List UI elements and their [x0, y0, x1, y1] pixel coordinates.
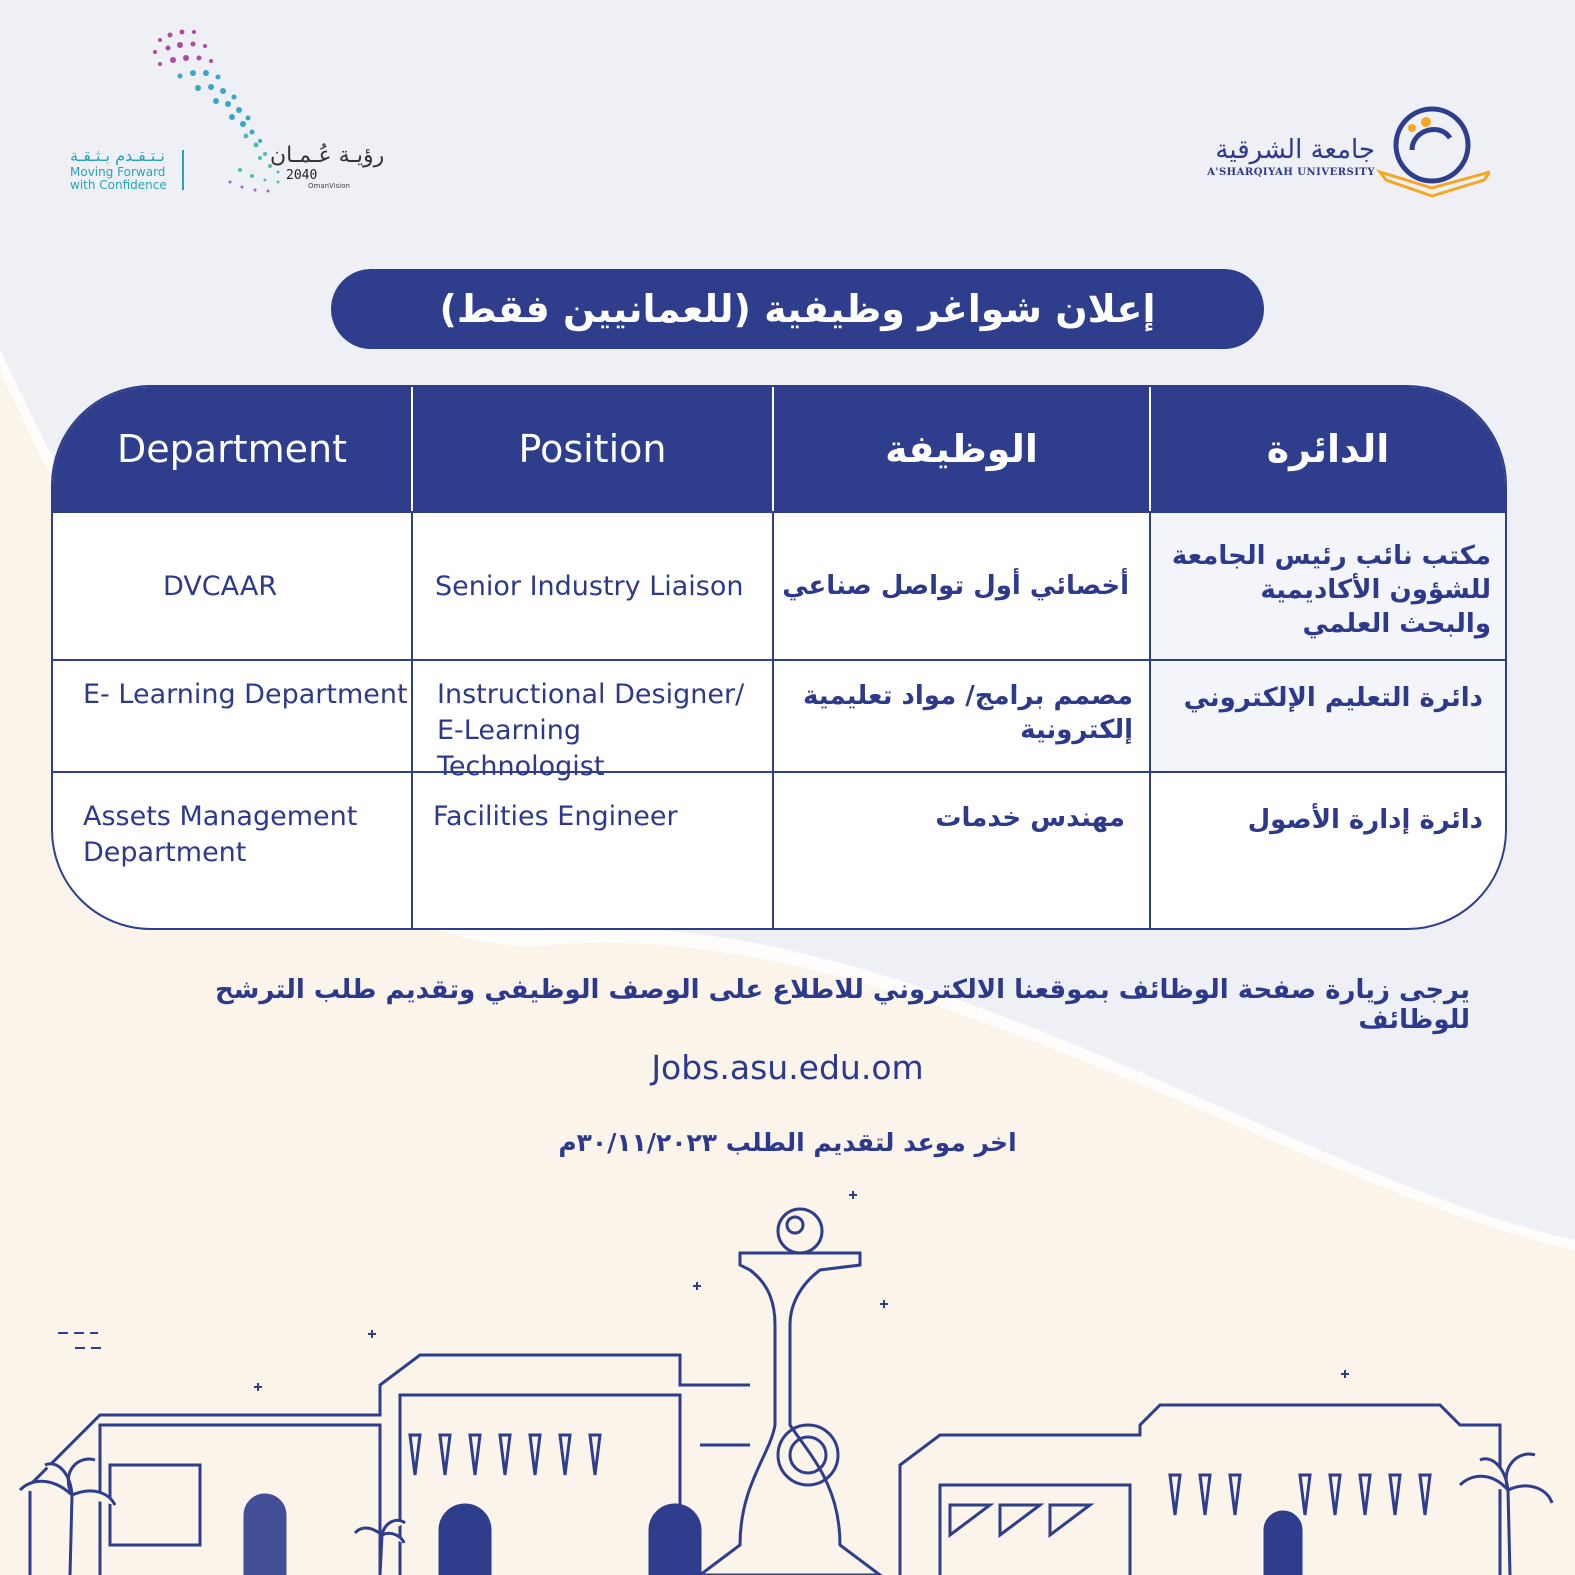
- cell-department: [53, 513, 411, 659]
- cell-position: [411, 773, 772, 930]
- campus-buildings-icon: [0, 1185, 1575, 1575]
- jobs-website-link[interactable]: Jobs.asu.edu.om: [651, 1048, 924, 1087]
- cell-position: [411, 513, 772, 659]
- table-header-row: [53, 387, 1505, 511]
- header-department: [53, 387, 411, 511]
- header-department-ar: [1149, 387, 1505, 511]
- cell-department-ar: [1149, 661, 1505, 771]
- cell-position-ar: [772, 661, 1149, 771]
- row2-department-ar: دائرة التعليم الإلكتروني: [1183, 683, 1483, 713]
- university-name-en: A'SHARQIYAH UNIVERSITY: [1207, 167, 1375, 178]
- row3-department-ar: دائرة إدارة الأصول: [1247, 805, 1483, 835]
- row2-position: Instructional Designer/ E-Learning Technologist: [437, 679, 745, 782]
- row1-department-ar: مكتب نائب رئيس الجامعة للشؤون الأكاديمية والبحث العلمي: [1171, 541, 1491, 639]
- cell-position-ar: [772, 513, 1149, 659]
- vacancies-table: [51, 385, 1507, 930]
- header-position-label: Position: [518, 427, 667, 471]
- row2-department: E- Learning Department: [83, 679, 408, 710]
- cell-department-ar: [1149, 513, 1505, 659]
- row3-position-ar: مهندس خدمات: [935, 803, 1125, 833]
- header-position: [411, 387, 772, 511]
- announcement-title: إعلان شواغر وظيفية (للعمانيين فقط): [439, 287, 1156, 331]
- cell-department: [53, 773, 411, 930]
- vision-tagline-ar: نـتـقـدم بـثـقـة: [70, 146, 165, 165]
- application-deadline: اخر موعد لتقديم الطلب ٣٠/١١/٢٠٢٣م: [558, 1128, 1017, 1157]
- table-row: [53, 771, 1505, 930]
- vision-name-ar: رؤيـة عُـمـان: [270, 143, 385, 168]
- vision-tagline-en: Moving Forward with Confidence: [70, 165, 167, 192]
- row1-position: Senior Industry Liaison: [435, 571, 744, 602]
- row3-position: Facilities Engineer: [433, 801, 678, 832]
- cell-department: [53, 661, 411, 771]
- cell-department-ar: [1149, 773, 1505, 930]
- announcement-title-banner: [331, 269, 1264, 349]
- university-name-ar: جامعة الشرقية: [1215, 135, 1375, 165]
- row1-position-ar: أخصائي أول تواصل صناعي: [782, 571, 1129, 601]
- vision-sub: OmanVision: [308, 182, 350, 190]
- header-position-ar-label: الوظيفة: [885, 427, 1038, 471]
- row1-department: DVCAAR: [163, 571, 278, 602]
- cell-position-ar: [772, 773, 1149, 930]
- vision-year: 2040: [286, 168, 318, 183]
- header-department-label: Department: [117, 427, 347, 471]
- campus-skyline-illustration: [0, 1185, 1575, 1575]
- header-position-ar: [772, 387, 1149, 511]
- row3-department: Assets Management Department: [83, 801, 358, 868]
- header-department-ar-label: الدائرة: [1266, 427, 1390, 471]
- table-row: [53, 511, 1505, 659]
- visit-instructions: يرجى زيارة صفحة الوظائف بموقعنا الالكتروني للاطلاع على الوصف الوظيفي وتقديم طلب الترشح للوظائف: [215, 975, 1470, 1035]
- cell-position: [411, 661, 772, 782]
- row2-position-ar: مصمم برامج/ مواد تعليمية إلكترونية: [802, 681, 1133, 745]
- table-row: [53, 659, 1505, 782]
